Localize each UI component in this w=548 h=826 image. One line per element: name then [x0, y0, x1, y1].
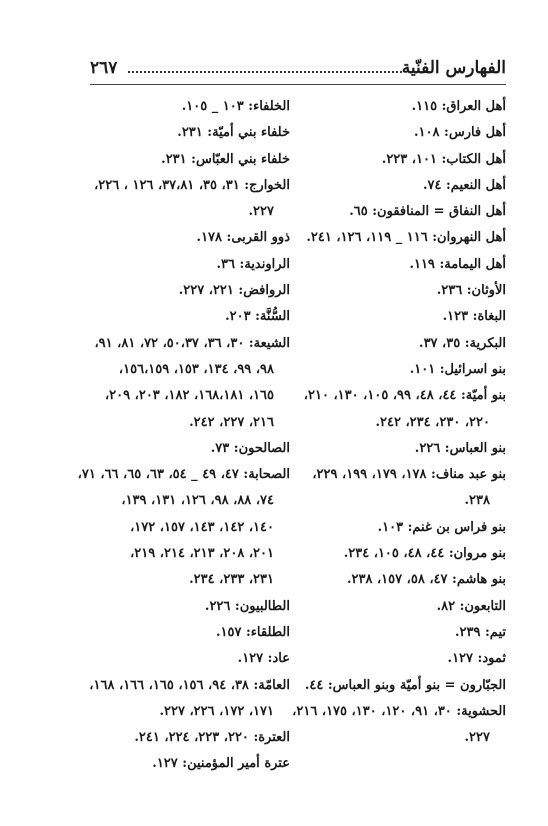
index-entry-continuation: ٢٠١، ٢٠٨، ٢١٣، ٢١٤، ٢١٩، — [130, 546, 274, 562]
index-entry: الجبّارون = بنو أميّة وبنو العباس: ٤٤. — [304, 677, 506, 693]
index-entry: عاد: ١٢٧. — [237, 651, 290, 667]
index-entry: تيم: ٢٣٩. — [454, 624, 506, 640]
index-entry: بنو مروان: ٤٤، ٤٨، ١٠٥، ٢٣٤. — [343, 546, 506, 562]
index-entry-continuation: ٢٢٧. — [248, 204, 274, 220]
running-title: الفهارس الفنّية — [401, 58, 506, 78]
index-entry-continuation: ١٧١، ١٧٢، ٢٢٦، ٢٢٧. — [159, 703, 274, 719]
leader-dots — [128, 71, 402, 73]
index-entry: بنو عبد مناف: ١٧٨، ١٧٩، ١٩٩، ٢٢٩، — [312, 467, 506, 483]
index-entry: بنو فراس بن غنم: ١٠٣. — [377, 519, 506, 535]
index-entry: الأوثان: ٢٣٦. — [436, 283, 506, 299]
index-entry: الطلقاء: ١٥٧. — [216, 624, 290, 640]
index-entry: بنو أميّة: ٤٤، ٤٨، ٩٩، ١٠٥، ١٣٠، ٢١٠، — [303, 388, 506, 404]
index-entry: بنو العباس: ٢٢٦. — [414, 440, 506, 456]
index-entry: أهل الكتاب: ١٠١، ٢٢٣. — [381, 151, 506, 167]
index-entry: أهل اليمامة: ١١٩. — [409, 256, 506, 272]
index-entry-continuation: ٢١٦، ٢٢٧، ٢٤٢. — [189, 414, 274, 430]
page-header — [90, 58, 506, 82]
header-rule — [90, 84, 506, 85]
index-entry: عترة أمير المؤمنين: ١٢٧. — [152, 756, 290, 772]
index-entry: الروافض: ٢٢١، ٢٢٧. — [178, 283, 290, 299]
index-entry: خلفاء بني العبّاس: ٢٣١. — [161, 151, 290, 167]
index-entry: البكرية: ٣٥، ٣٧. — [419, 335, 506, 351]
index-entry: العامّة: ٣٨، ٩٤، ١٥٦، ١٦٥، ١٦٦، ١٦٨، — [89, 677, 290, 693]
index-entry: أهل النهروان: ١١٦ _ ١١٩، ١٢٦، ٢٤١. — [306, 230, 506, 246]
index-entry-continuation: ٩٨، ٩٩، ١٣٤، ١٥٣، ١٥٦،١٥٩، — [118, 361, 274, 377]
index-entry-continuation: ١٤٠، ١٤٢، ١٤٣، ١٥٧، ١٧٢، — [130, 519, 274, 535]
index-entry: بنو اسرائيل: ١٠١. — [409, 361, 506, 377]
index-entry: بنو هاشم: ٤٧، ٥٨، ١٥٧، ٢٣٨. — [346, 572, 506, 588]
index-entry: الصحابة: ٤٧، ٤٩ _ ٥٤، ٦٣، ٦٥، ٦٦، ٧١، — [77, 467, 290, 483]
index-entry: ثمود: ١٢٧. — [447, 651, 506, 667]
index-entry: الخلفاء: ١٠٣ _ ١٠٥. — [181, 99, 290, 114]
page-number: ٢٦٧ — [90, 58, 118, 78]
index-entry-continuation: ١٦٥، ١٦٨،١٨١، ١٨٢، ٢٠٣، ٢٠٩، — [104, 388, 274, 404]
index-entry: أهل النعيم: ٧٤. — [422, 177, 506, 193]
index-entry: الراوندية: ٣٦. — [216, 256, 290, 272]
index-entry: الشيعة: ٣٠، ٣٦، ٥٠،٣٧، ٧٢، ٨١، ٩١، — [94, 335, 290, 351]
index-entry-continuation: ٢٢٧. — [464, 730, 490, 746]
index-entry: البغاة: ١٢٣. — [442, 309, 506, 325]
index-column-left — [77, 94, 290, 778]
index-entry-continuation: ٢٣٨. — [464, 493, 490, 509]
index-entry: ذوو القربى: ١٧٨. — [196, 230, 290, 246]
index-entry: التابعون: ٨٢. — [436, 598, 506, 614]
index-entry: الحشوية: ٣٠، ٩١، ١٢٠، ١٣٠، ١٧٥، ٢١٦، — [292, 703, 506, 719]
index-entry: الطالبيون: ٢٢٦. — [204, 598, 290, 614]
index-entry: الصالحون: ٧٣. — [210, 440, 290, 456]
index-column-right — [284, 94, 506, 751]
index-entry: العترة: ٢٢٠، ٢٢٣، ٢٢٤، ٢٤١. — [134, 730, 290, 746]
index-entry: أهل النفاق = المنافقون: ٦٥. — [349, 204, 506, 220]
index-entry: الخوارج: ٣١، ٣٥، ٣٧،٨١، ١٢٦ ، ٢٢٦، — [94, 177, 290, 193]
index-entry: أهل العراق: ١١٥. — [411, 99, 506, 114]
index-entry-continuation: ٢٢٠، ٢٣٠، ٢٣٤، ٢٤٢. — [375, 414, 490, 430]
index-entry: خلفاء بني أميّة: ٢٣١. — [177, 125, 290, 141]
index-entry-continuation: ٢٣١، ٢٣٣، ٢٣٤. — [189, 572, 274, 588]
index-entry: أهل فارس: ١٠٨. — [414, 125, 506, 141]
index-entry-continuation: ٧٤، ٨٨، ٩٨، ١٢٦، ١٣١، ١٣٩، — [121, 493, 274, 509]
index-entry: السُّنَّة: ٢٠٣. — [225, 309, 290, 325]
